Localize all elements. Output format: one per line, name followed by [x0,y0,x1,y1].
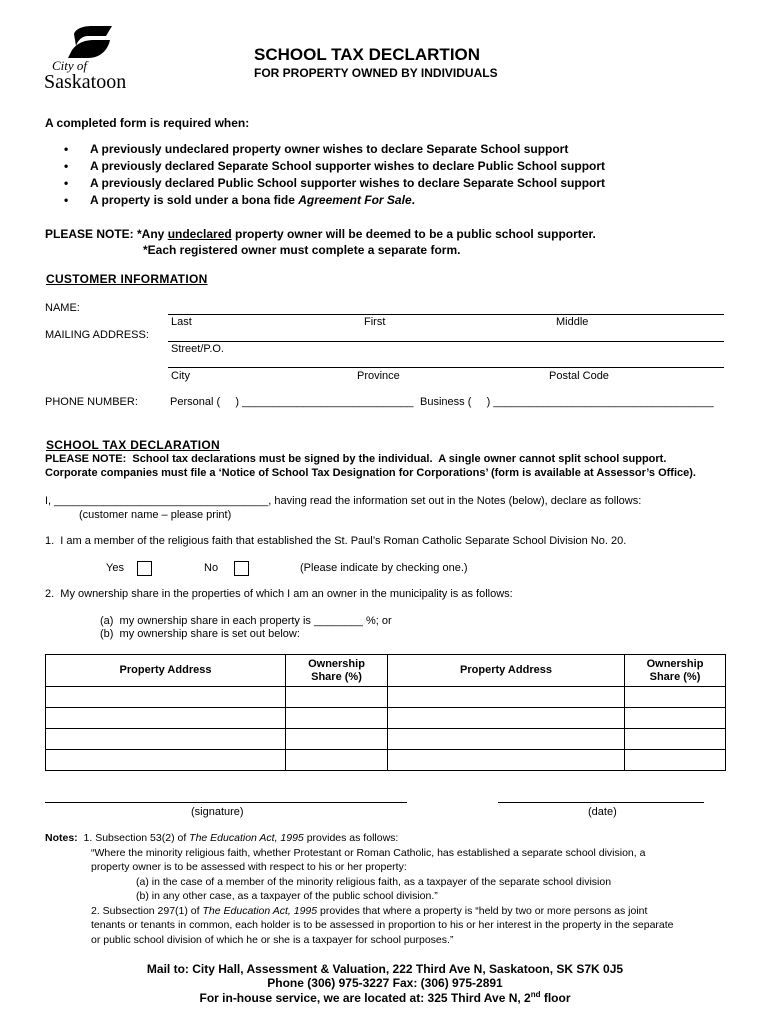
city-field[interactable] [168,367,724,368]
please-note-line2: *Each registered owner must complete a separate form. [143,243,461,257]
item2-text: 2. My ownership share in the properties of which I am an owner in the municipality is as follows: [45,588,513,600]
table-cell[interactable] [286,750,388,771]
ownership-share-header: Ownership Share (%) [286,655,388,687]
table-cell[interactable] [388,729,625,750]
table-row [46,708,726,729]
last-hint: Last [171,316,192,328]
date-label: (date) [588,806,617,818]
item1-text: 1. I am a member of the religious faith that established the St. Paul’s Roman Catholic Separate School Division No. 20. [45,535,627,547]
phone-label: PHONE NUMBER: [45,396,138,408]
signature-line[interactable] [45,802,407,803]
list-item: • A previously declared Separate School supporter wishes to declare Public School support [62,158,605,175]
logo-swoosh-icon [66,24,116,59]
property-address-header: Property Address [46,655,286,687]
notes-block [45,831,735,947]
table-row [46,687,726,708]
list-item: • A previously undeclared property owner wishes to declare Separate School support [62,141,605,158]
item2a-text[interactable]: (a) my ownership share in each property is ________ %; or [100,615,392,627]
intro-lead: A completed form is required when: [45,116,250,130]
mailing-label: MAILING ADDRESS: [45,329,149,341]
table-cell[interactable] [46,750,286,771]
check-hint: (Please indicate by checking one.) [300,562,468,574]
signature-label: (signature) [191,806,244,818]
quote-line: (b) in any other case, as a taxpayer of the public school division.” [136,890,438,902]
business-phone-field[interactable]: Business ( ) ____________________________________ [420,396,714,408]
no-checkbox[interactable] [234,561,249,576]
province-hint: Province [357,370,400,382]
street-field[interactable] [168,341,724,342]
declaration-note2: Corporate companies must file a ‘Notice of School Tax Designation for Corporations’ (form is available at Assessor’s Office). [45,467,696,479]
table-cell[interactable] [625,708,726,729]
table-cell[interactable] [286,687,388,708]
yes-checkbox[interactable] [137,561,152,576]
table-cell[interactable] [388,708,625,729]
mail-to: Mail to: City Hall, Assessment & Valuation, 222 Third Ave N, Saskatoon, SK S7K 0J5 [146,962,624,976]
quote-line: “Where the minority religious faith, whether Protestant or Roman Catholic, has established a separate school division, a [91,846,646,859]
table-cell[interactable] [388,687,625,708]
table-cell[interactable] [625,729,726,750]
date-line[interactable] [498,802,704,803]
property-table [45,654,726,771]
customer-name-hint: (customer name – please print) [79,509,232,521]
personal-phone-field[interactable]: Personal ( ) ____________________________ [170,396,414,408]
table-cell[interactable] [46,708,286,729]
no-label: No [204,562,219,574]
declaration-heading: SCHOOL TAX DECLARATION [46,438,220,452]
page-subtitle: FOR PROPERTY OWNED BY INDIVIDUALS [254,66,498,80]
customer-info-heading: CUSTOMER INFORMATION [46,272,208,286]
city-logo [44,24,144,96]
table-cell[interactable] [286,708,388,729]
in-house-service: For in-house service, we are located at: 325 Third Ave N, 2nd floor [199,990,571,1005]
table-row [46,729,726,750]
postal-hint: Postal Code [549,370,609,382]
declaration-note1: PLEASE NOTE: School tax declarations must be signed by the individual. A single owner cannot split school support. [45,453,667,465]
list-item: • A previously declared Public School supporter wishes to declare Separate School support [62,175,605,192]
phone-fax: Phone (306) 975-3227 Fax: (306) 975-2891 [267,976,503,990]
middle-hint: Middle [556,316,589,328]
yes-label: Yes [106,562,124,574]
item2b-text: (b) my ownership share is set out below: [100,628,300,640]
note1-line: Notes: 1. Subsection 53(2) of The Education Act, 1995 provides as follows: [45,832,399,844]
quote-line: (a) in the case of a member of the minority religious faith, as a taxpayer of the separate school division [136,875,612,888]
table-row [46,750,726,771]
requirement-list [62,141,605,209]
name-field[interactable] [168,314,724,315]
list-item: • A property is sold under a bona fide Agreement For Sale. [62,192,605,209]
city-hint: City [171,370,190,382]
first-hint: First [364,316,386,328]
ownership-share-header: Ownership Share (%) [625,655,726,687]
table-cell[interactable] [625,687,726,708]
table-cell[interactable] [625,750,726,771]
table-cell[interactable] [46,687,286,708]
logo-city-of: City of [52,58,88,73]
please-note: PLEASE NOTE: *Any undeclared property owner will be deemed to be a public school supporter. [45,227,596,241]
street-hint: Street/P.O. [171,343,224,355]
table-cell[interactable] [388,750,625,771]
property-address-header: Property Address [388,655,625,687]
logo-saskatoon: Saskatoon [44,71,127,93]
table-cell[interactable] [46,729,286,750]
table-cell[interactable] [286,729,388,750]
quote-line: property owner is to be assessed with respect to his or her property: [91,861,407,873]
note2-line: 2. Subsection 297(1) of The Education Act, 1995 provides that where a property is “held by two or more persons as joint [91,904,648,917]
note2-line: tenants or tenants in common, each holder is to be assessed in proportion to his or her interest in the property in the separate [91,919,674,931]
table-header-row [46,655,726,687]
note2-line: or public school division of which he or she is a taxpayer for school purposes.” [91,933,454,946]
name-label: NAME: [45,302,80,314]
page-title: SCHOOL TAX DECLARTION [254,45,481,64]
customer-name-line[interactable]: I, ___________________________________, having read the information set out in the Notes (below), declare as follows: [45,495,642,507]
